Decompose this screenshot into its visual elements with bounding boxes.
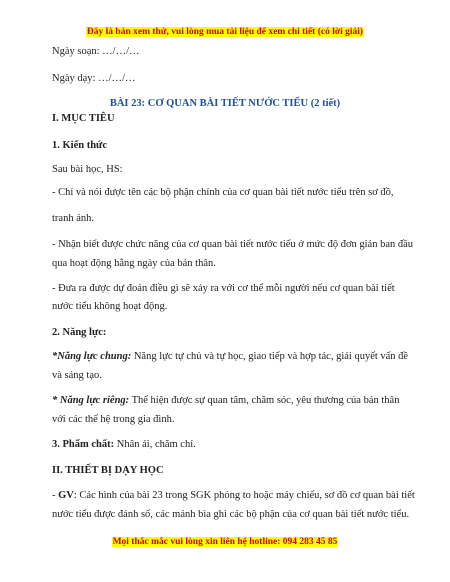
specific-competence-label: * Năng lực riêng: [52,395,130,406]
knowledge-item-3-line-1: - Đưa ra được dự đoán điều gì sẽ xảy ra với cơ thể mỗi người nếu cơ quan bài tiết [52,283,395,294]
section-heading-objectives: I. MỤC TIÊU [52,113,115,124]
general-competence-text: Năng lực tự chủ và tự học, giao tiếp và hợp tác, giải quyết vấn đề [131,351,409,362]
teacher-equipment-text: : Các hình của bài 23 trong SGK phóng to hoặc máy chiếu, sơ đồ cơ quan bài tiết [73,490,415,501]
lesson-title: BÀI 23: CƠ QUAN BÀI TIẾT NƯỚC TIỂU (2 tiết) [109,98,341,109]
teacher-label: GV [58,490,74,501]
knowledge-item-1-line-1: - Chỉ và nói được tên các bộ phận chính của cơ quan bài tiết nước tiểu trên sơ đồ, [52,187,394,198]
quality [52,438,196,452]
competence-heading: 2. Năng lực: [52,327,107,338]
general-competence-line-2: và sáng tạo. [52,370,102,381]
general-competence-label: *Năng lực chung: [52,351,132,362]
specific-competence-line-2: với các thế hệ trong gia đình. [52,414,175,425]
specific-competence-text: Thể hiện được sự quan tâm, chăm sóc, yêu thương của bản thân [129,395,400,406]
quality-label: 3. Phẩm chất: [52,439,115,450]
hotline-notice-text: Mọi thắc mắc vui lòng xin liên hệ hotline: 094 283 45 85 [112,537,338,547]
quality-text: Nhân ái, chăm chỉ. [114,439,196,450]
preview-notice-text: Đây là bản xem thử, vui lòng mua tài liệu để xem chi tiết (có lời giải) [86,27,364,37]
teacher-equipment-line-2: nước tiểu được đánh số, các mảnh bìa ghi các bộ phận của cơ quan bài tiết nước tiểu. [52,509,410,520]
general-competence [52,350,408,364]
date-taught: Ngày dạy: …/…/… [52,73,136,84]
hotline-notice [0,537,450,547]
knowledge-intro: Sau bài học, HS: [52,164,123,175]
knowledge-item-3-line-2: nước tiểu không hoạt động. [52,301,168,312]
teacher-equipment: - GV: Các hình của bài 23 trong SGK phóng to hoặc máy chiếu, sơ đồ cơ quan bài tiết [52,490,415,501]
knowledge-item-2-line-1: - Nhận biết được chức năng của cơ quan bài tiết nước tiểu ở mức độ đơn giản ban đầu [52,239,414,250]
date-prepared: Ngày soạn: …/…/… [52,46,140,57]
section-heading-equipment: II. THIẾT BỊ DẠY HỌC [52,465,164,476]
preview-notice [0,27,450,37]
specific-competence [52,394,399,408]
knowledge-item-2-line-2: qua hoạt động hằng ngày của bản thân. [52,258,216,269]
knowledge-item-1-line-2: tranh ảnh. [52,213,94,224]
knowledge-heading: 1. Kiến thức [52,140,108,151]
